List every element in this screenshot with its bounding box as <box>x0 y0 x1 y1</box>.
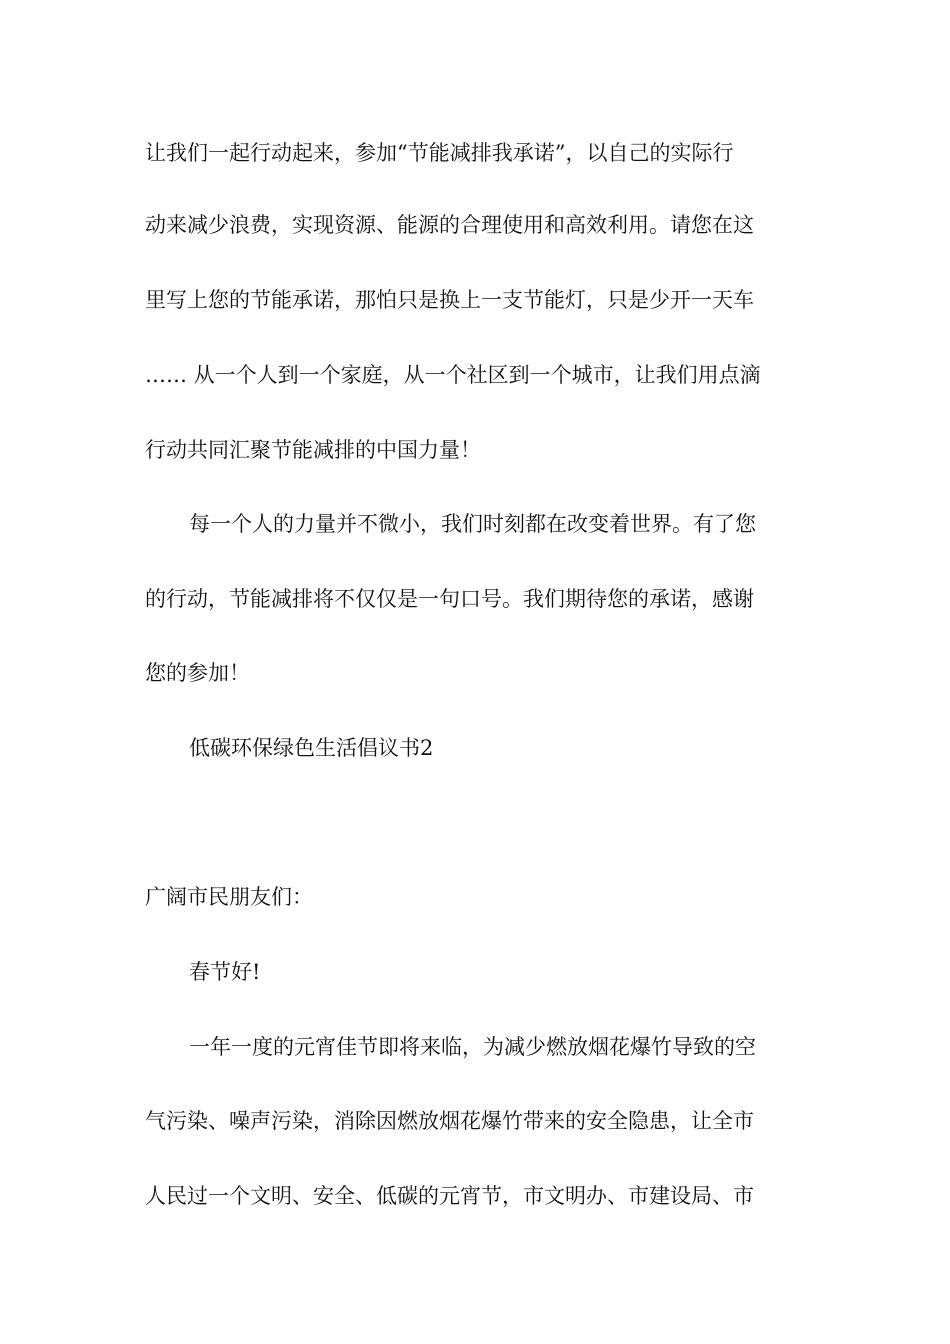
paragraph-line: 人民过一个文明、安全、低碳的元宵节，市文明办、市建设局、市 <box>145 1184 754 1208</box>
paragraph-line: 动来减少浪费，实现资源、能源的合理使用和高效利用。请您在这 <box>145 213 754 237</box>
paragraph-line: 一年一度的元宵佳节即将来临，为减少燃放烟花爆竹导致的空 <box>189 1035 756 1059</box>
paragraph-line: 气污染、噪声污染，消除因燃放烟花爆竹带来的安全隐患，让全市 <box>145 1109 754 1133</box>
paragraph-line: 里写上您的节能承诺，那怕只是换上一支节能灯，只是少开一天车 <box>145 288 754 312</box>
greeting: 春节好! <box>189 960 261 984</box>
section-title: 低碳环保绿色生活倡议书2 <box>189 736 434 760</box>
salutation: 广阔市民朋友们： <box>145 885 313 909</box>
paragraph-line: 您的参加！ <box>145 661 250 685</box>
paragraph-line: …… 从一个人到一个家庭，从一个社区到一个城市，让我们用点滴 <box>145 363 761 387</box>
paragraph-line: 行动共同汇聚节能减排的中国力量！ <box>145 438 481 462</box>
paragraph-line: 每一个人的力量并不微小，我们时刻都在改变着世界。有了您 <box>189 512 756 536</box>
paragraph-line: 的行动，节能减排将不仅仅是一句口号。我们期待您的承诺，感谢 <box>145 587 754 611</box>
paragraph-line: 让我们一起行动起来，参加“节能减排我承诺”，以自己的实际行 <box>145 141 734 165</box>
